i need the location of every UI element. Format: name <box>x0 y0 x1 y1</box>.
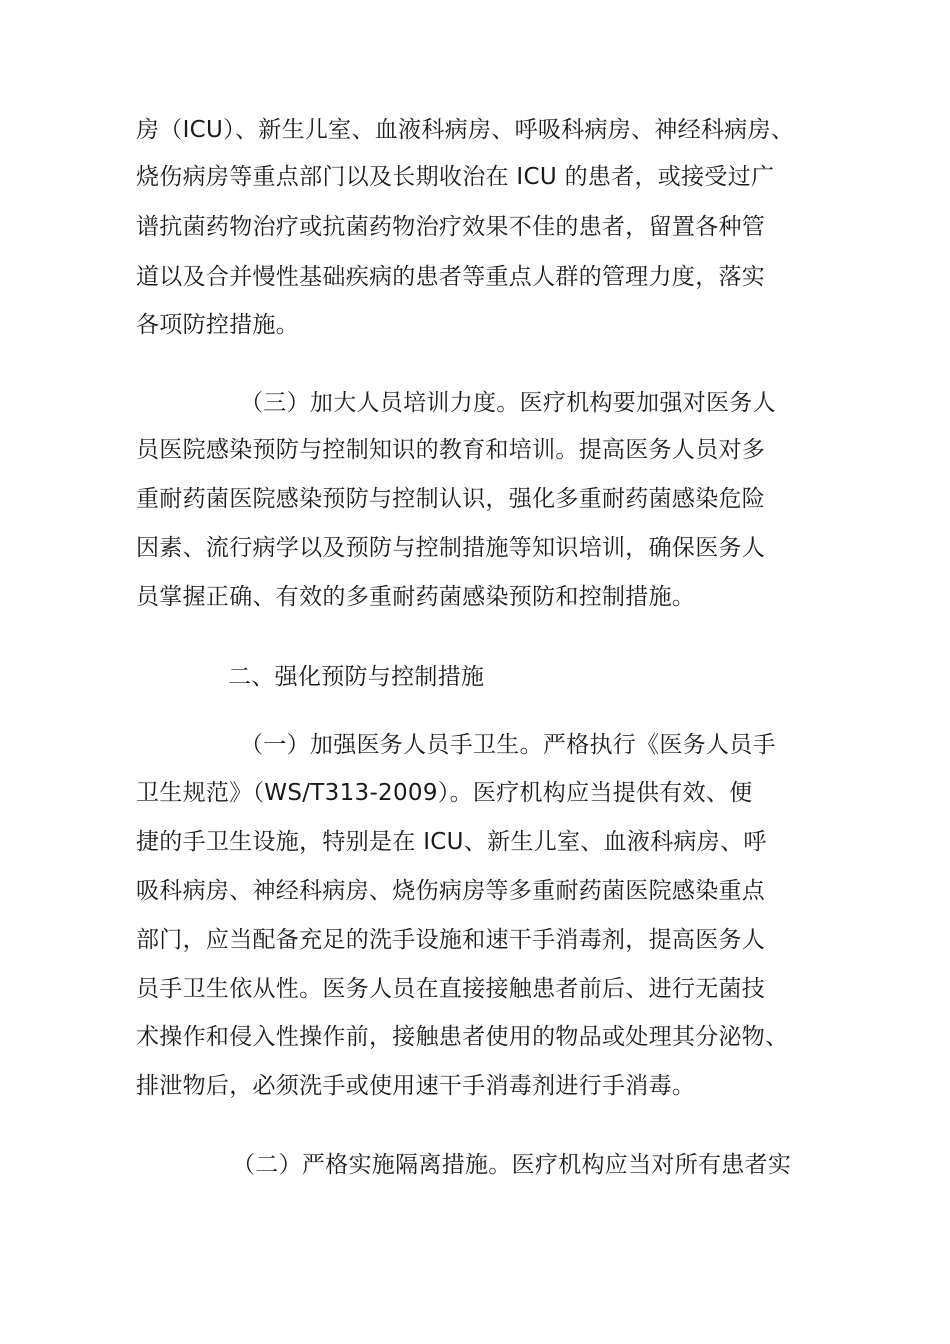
text-line: 烧伤病房等重点部门以及长期收治在 ICU 的患者，或接受过广 <box>136 164 775 190</box>
text-line: （二）严格实施隔离措施。医疗机构应当对所有患者实 <box>232 1152 792 1178</box>
section-heading: 二、强化预防与控制措施 <box>228 664 485 690</box>
text-line: 卫生规范》（WS/T313-2009）。医疗机构应当提供有效、便 <box>136 780 753 806</box>
text-line: 道以及合并慢性基础疾病的患者等重点人群的管理力度，落实 <box>136 264 766 290</box>
text-line: 术操作和侵入性操作前，接触患者使用的物品或处理其分泌物、 <box>136 1024 789 1050</box>
text-line: 排泄物后，必须洗手或使用速干手消毒剂进行手消毒。 <box>136 1073 696 1099</box>
text-line: 员手卫生依从性。医务人员在直接接触患者前后、进行无菌技 <box>136 976 766 1002</box>
text-line: 吸科病房、神经科病房、烧伤病房等多重耐药菌医院感染重点 <box>136 878 766 904</box>
text-line: 员医院感染预防与控制知识的教育和培训。提高医务人员对多 <box>136 437 766 463</box>
text-line: 因素、流行病学以及预防与控制措施等知识培训，确保医务人 <box>136 535 766 561</box>
text-line: 部门，应当配备充足的洗手设施和速干手消毒剂，提高医务人 <box>136 927 766 953</box>
text-line: 各项防控措施。 <box>136 312 300 338</box>
text-line: 捷的手卫生设施，特别是在 ICU、新生儿室、血液科病房、呼 <box>136 829 767 855</box>
text-line: （三）加大人员培训力度。医疗机构要加强对医务人 <box>240 390 776 416</box>
text-line: 重耐药菌医院感染预防与控制认识，强化多重耐药菌感染危险 <box>136 486 766 512</box>
text-line: 员掌握正确、有效的多重耐药菌感染预防和控制措施。 <box>136 584 696 610</box>
text-line: 谱抗菌药物治疗或抗菌药物治疗效果不佳的患者，留置各种管 <box>136 214 766 240</box>
text-line: 房（ICU）、新生儿室、血液科病房、呼吸科病房、神经科病房、 <box>136 117 795 143</box>
text-line: （一）加强医务人员手卫生。严格执行《医务人员手 <box>240 732 776 758</box>
